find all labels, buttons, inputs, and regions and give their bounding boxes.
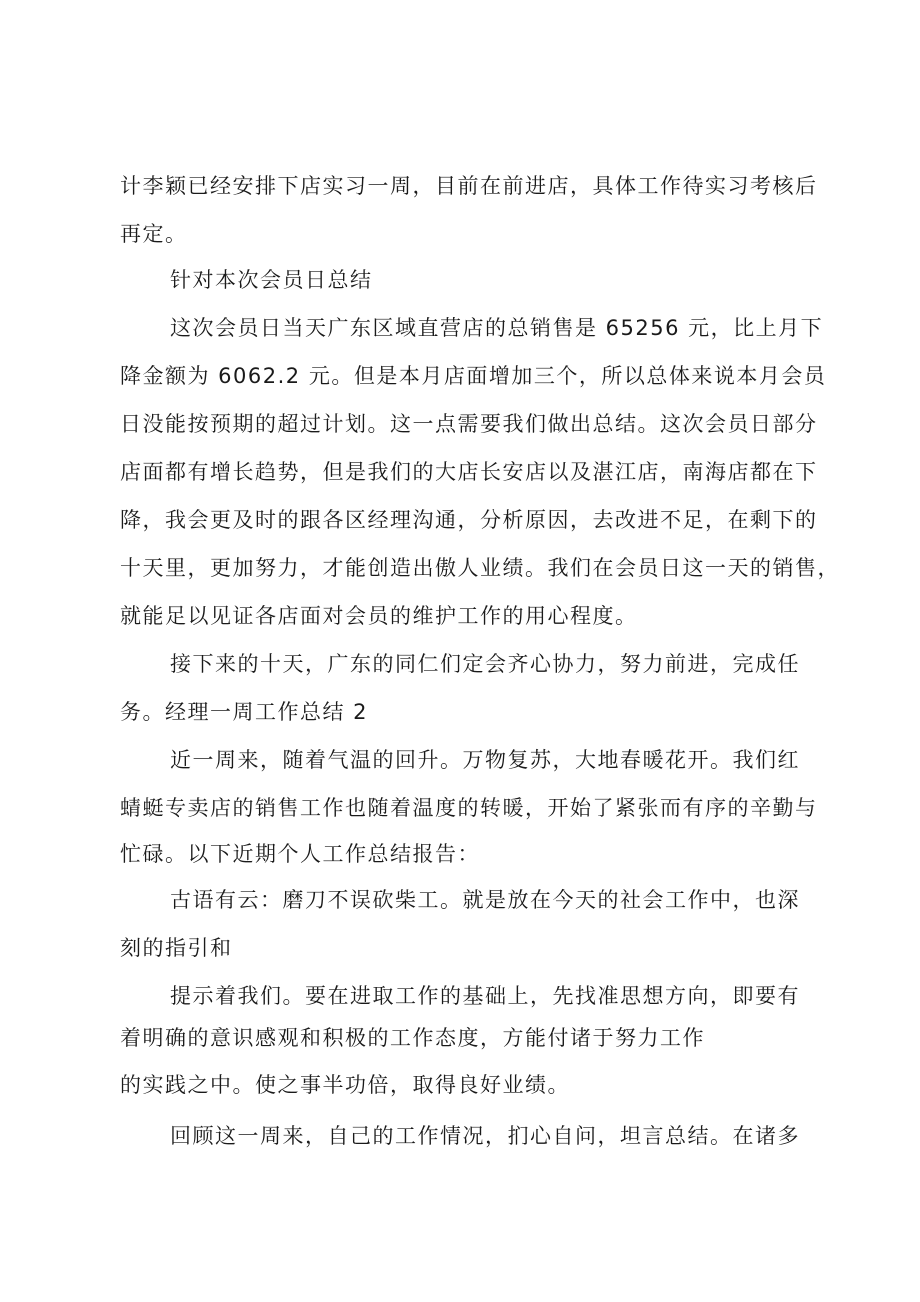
text-line: 就能足以见证各店面对会员的维护工作的用心程度。 — [120, 604, 638, 628]
text-line: 计李颖已经安排下店实习一周，目前在前进店，具体工作待实习考核后 — [120, 174, 818, 198]
text-line: 回顾这一周来，自己的工作情况，扪心自问，坦言总结。在诸多 — [170, 1124, 800, 1148]
text-line: 蜻蜓专卖店的销售工作也随着温度的转暖，开始了紧张而有序的辛勤与 — [120, 796, 818, 820]
text-line: 十天里，更加努力，才能创造出傲人业绩。我们在会员日这一天的销售， — [120, 556, 840, 580]
text-line: 忙碌。以下近期个人工作总结报告： — [120, 842, 480, 866]
text-line: 提示着我们。要在进取工作的基础上，先找准思想方向，即要有 — [170, 984, 800, 1008]
text-line: 再定。 — [120, 222, 188, 246]
text-line: 古语有云：磨刀不误砍柴工。就是放在今天的社会工作中，也深 — [170, 888, 800, 912]
text-line: 刻的指引和 — [120, 936, 233, 960]
text-line: 的实践之中。使之事半功倍，取得良好业绩。 — [120, 1073, 570, 1097]
text-line: 降，我会更及时的跟各区经理沟通，分析原因，去改进不足，在剩下的 — [120, 508, 818, 532]
text-line: 着明确的意识感观和积极的工作态度，方能付诸于努力工作 — [120, 1026, 705, 1050]
text-line: 这次会员日当天广东区域直营店的总销售是 65256 元，比上月下 — [170, 316, 824, 340]
text-line: 接下来的十天，广东的同仁们定会齐心协力，努力前进，完成任 — [170, 652, 800, 676]
text-line: 务。经理一周工作总结 2 — [120, 700, 369, 724]
section-heading: 针对本次会员日总结 — [170, 268, 373, 292]
text-line: 店面都有增长趋势，但是我们的大店长安店以及湛江店，南海店都在下 — [120, 460, 818, 484]
text-line: 日没能按预期的超过计划。这一点需要我们做出总结。这次会员日部分 — [120, 412, 818, 436]
text-line: 降金额为 6062.2 元。但是本月店面增加三个，所以总体来说本月会员 — [120, 364, 827, 388]
text-line: 近一周来，随着气温的回升。万物复苏，大地春暖花开。我们红 — [170, 748, 800, 772]
